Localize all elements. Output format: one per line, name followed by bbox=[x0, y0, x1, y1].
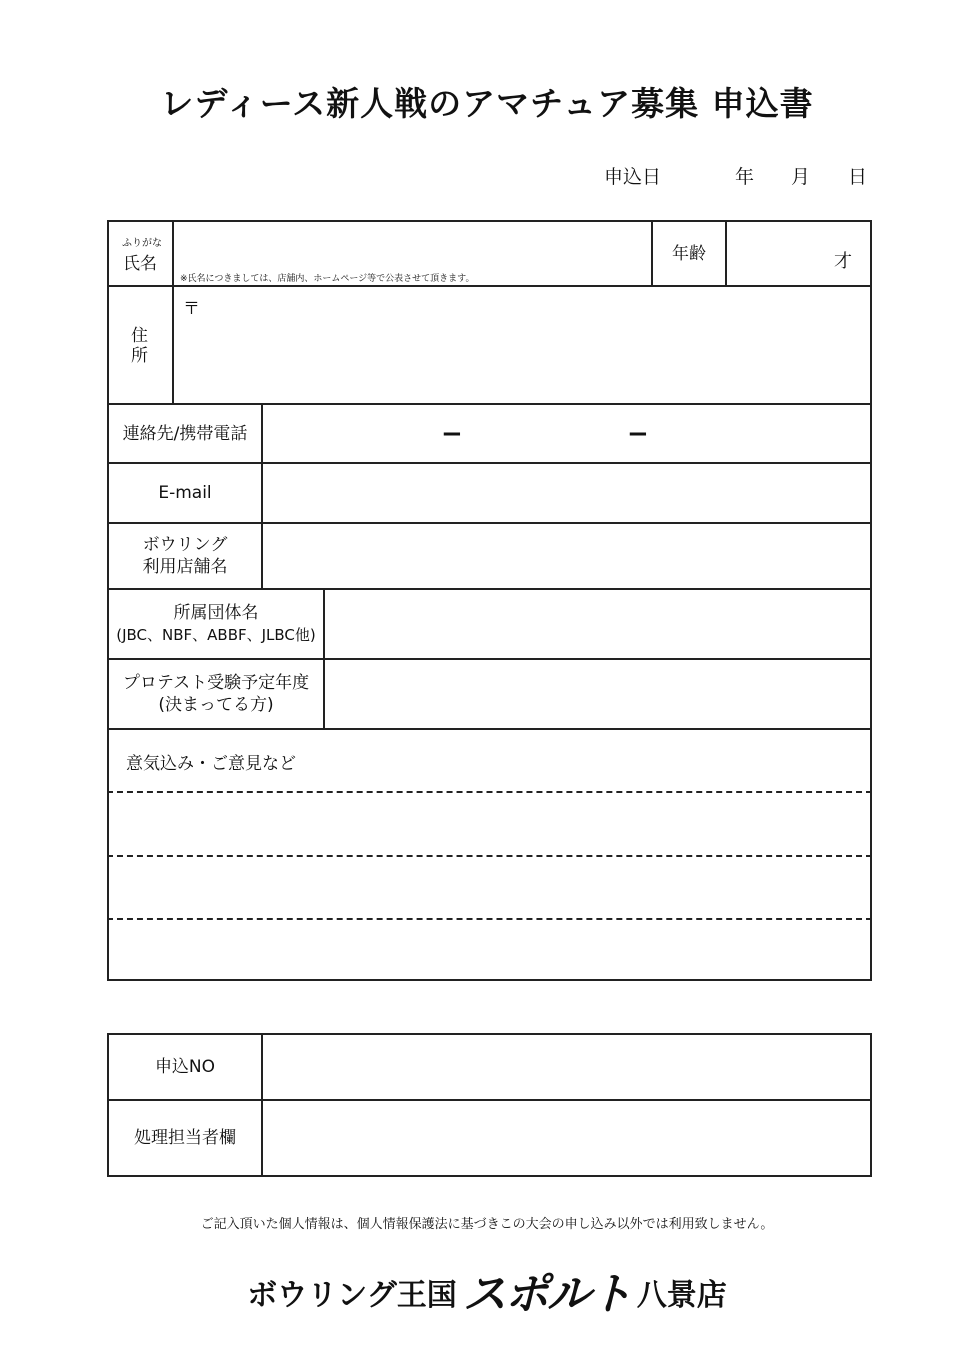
application-number-label: 申込NO bbox=[154, 1057, 216, 1077]
handler-field[interactable] bbox=[263, 1101, 870, 1175]
bowling-center-label-1: ボウリング bbox=[142, 535, 228, 555]
phone-dash-2: − bbox=[627, 419, 649, 449]
handler-label: 処理担当者欄 bbox=[134, 1128, 236, 1148]
brand-logo bbox=[0, 1258, 974, 1322]
brand-logo-text: スポルト bbox=[462, 1269, 631, 1320]
phone-label: 連絡先/携帯電話 bbox=[122, 423, 248, 444]
furigana-label: ふりがな bbox=[122, 238, 162, 249]
phone-field[interactable] bbox=[263, 405, 870, 462]
organization-label-2: (JBC、NBF、ABBF、JLBC他) bbox=[116, 626, 316, 644]
name-label: 氏名 bbox=[123, 254, 157, 274]
date-day: 日 bbox=[848, 166, 868, 188]
comments-field[interactable] bbox=[109, 793, 870, 979]
age-unit: 才 bbox=[834, 251, 852, 272]
bowling-center-label bbox=[109, 524, 261, 588]
date-month: 月 bbox=[791, 166, 811, 188]
comments-label: 意気込み・ご意見など bbox=[126, 754, 296, 774]
organization-label bbox=[109, 590, 323, 658]
postal-mark: 〒 bbox=[183, 299, 200, 319]
address-field[interactable] bbox=[174, 287, 870, 403]
page-title: レディース新人戦のアマチュア募集 申込書 bbox=[160, 84, 814, 123]
privacy-note: ご記入頂いた個人情報は、個人情報保護法に基づきこの大会の申し込み以外では利用致しません。 bbox=[200, 1217, 774, 1232]
bowling-center-label-2: 利用店舗名 bbox=[142, 557, 228, 577]
name-note: ※氏名につきましては、店舗内、ホームページ等で公表させて頂きます。 bbox=[180, 274, 475, 284]
organization-label-1: 所属団体名 bbox=[173, 603, 259, 623]
protest-label-1: プロテスト受験予定年度 bbox=[122, 673, 310, 693]
age-label: 年齢 bbox=[672, 243, 706, 264]
phone-dash-1: − bbox=[441, 419, 463, 449]
date-label: 申込日 bbox=[604, 166, 662, 188]
address-label-2: 所 bbox=[131, 346, 148, 366]
organization-field[interactable] bbox=[325, 590, 870, 658]
protest-label bbox=[109, 660, 323, 728]
brand-suffix: 八景店 bbox=[636, 1278, 727, 1313]
address-label-1: 住 bbox=[131, 326, 148, 346]
protest-label-2: (決まってる方) bbox=[158, 695, 274, 715]
bowling-center-field[interactable] bbox=[263, 524, 870, 588]
protest-field[interactable] bbox=[325, 660, 870, 728]
email-field[interactable] bbox=[263, 464, 870, 522]
date-year: 年 bbox=[735, 166, 755, 188]
application-number-field[interactable] bbox=[263, 1035, 870, 1099]
brand-prefix: ボウリング王国 bbox=[247, 1278, 457, 1313]
email-label: E-mail bbox=[158, 483, 212, 503]
